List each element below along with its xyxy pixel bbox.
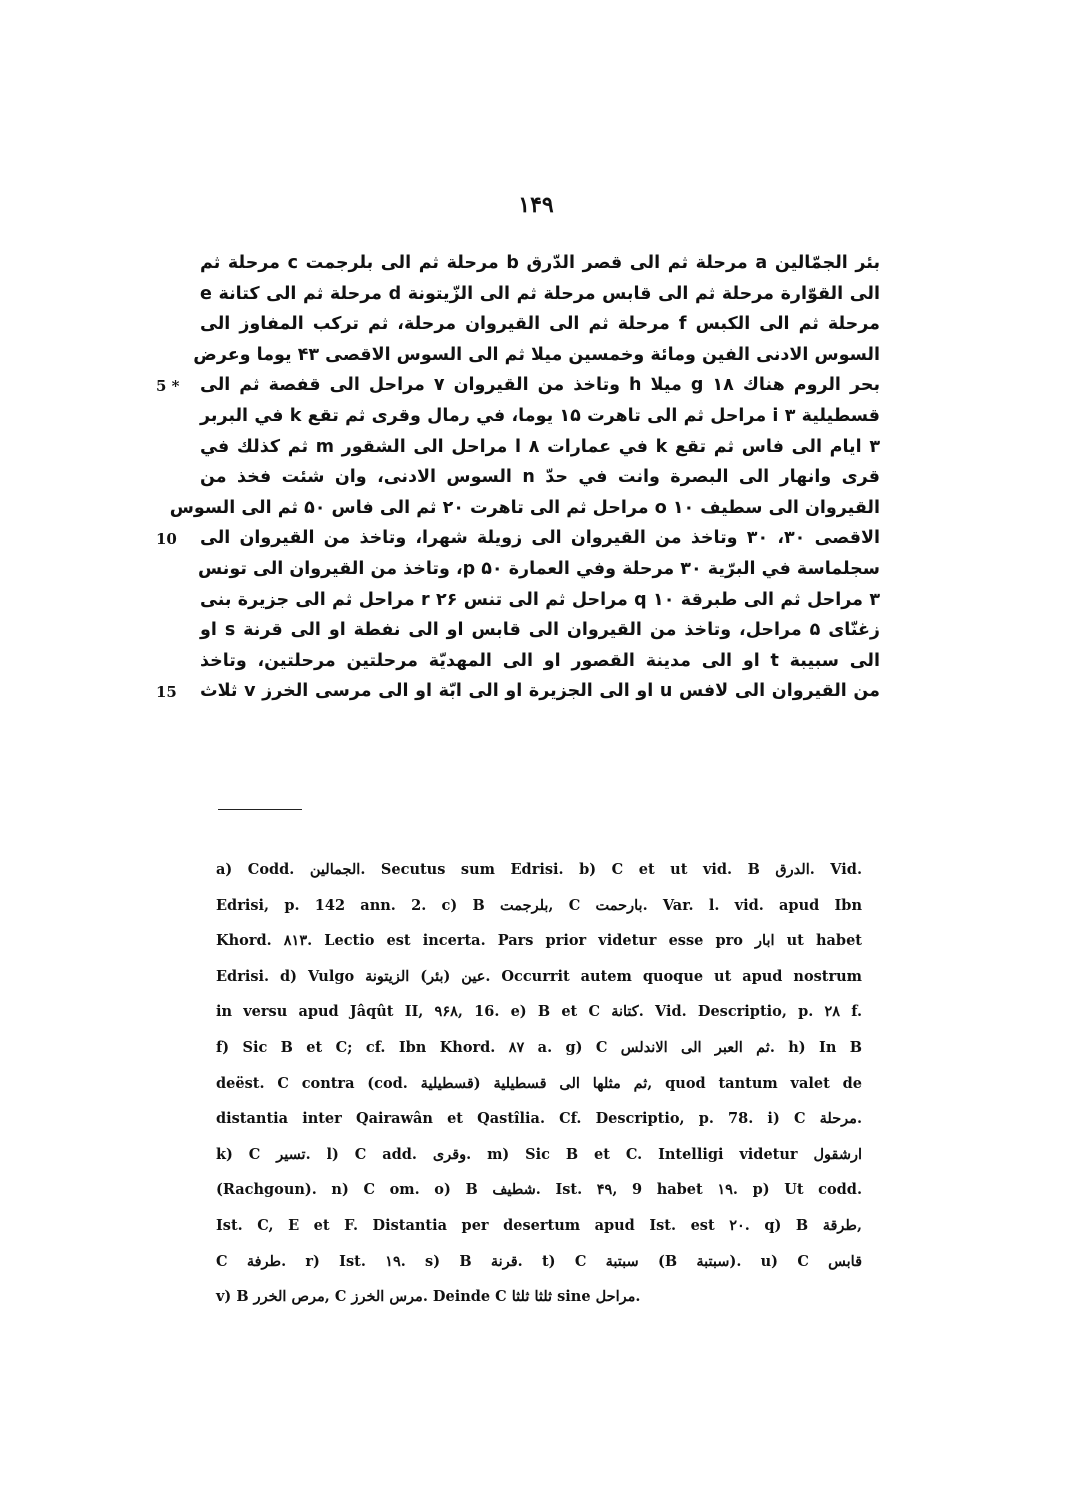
arabic-text-line: زغنّاى ۵ مراحل، وتاخذ من القيروان الى قابس او الى نفطة او الى قرنة s او — [200, 620, 880, 641]
arabic-text-line: السوس الادنى الفين ومائة وخمسين ميلا ثم الى السوس الاقصى ۴۳ يوما وعرض — [193, 344, 880, 365]
arabic-text-line: الى سبيبة t او الى مدينة القصور او الى المهديّة مرحلتين مرحلتين، وتاخذ — [200, 650, 881, 671]
footnote-line: Edrisi. d) Vulgo عين (بئر) الزيتونة. Occurrit autem quoque ut apud nostrum — [216, 967, 863, 985]
footnote-line: a) Codd. الجمالين. Secutus sum Edrisi. b) C et ut vid. B الدرق. Vid. — [216, 861, 862, 878]
footnote-separator-rule — [218, 809, 302, 810]
arabic-text-line: مرحلة ثم الى الكبس f مرحلة ثم الى القيروان مرحلة، ثم تركب المفاوز الى — [200, 314, 880, 335]
footnote-line: f) Sic B et C; cf. Ibn Khord. ۸۷ a. g) C ثم العبر الى الاندلس. h) In B — [216, 1038, 862, 1056]
arabic-text-line: سجلماسة في البرّية ۳۰ مرحلة وفي العمارة ۵۰ p، وتاخذ من القيروان الى تونس — [198, 558, 880, 579]
footnote-line: (Rachgoun). n) C om. o) B شطيف. Ist. ۴۹, 9 habet ۱۹. p) Ut codd. — [216, 1181, 862, 1199]
footnote-line: deëst. C contra (cod. قسطيلية) ثم مثلها الى قسطيلية, quod tantum valet de — [216, 1074, 862, 1092]
arabic-text-line: ۳ ايام الى فاس ثم تقع k في عمارات l ۸ مراحل الى الشقور m ثم كذلك في — [200, 436, 881, 457]
footnote-line: distantia inter Qairawân et Qastîlia. Cf. Descriptio, p. 78. i) C مرحلة. — [216, 1110, 862, 1128]
margin-line-number: 10 — [156, 530, 177, 549]
arabic-text-line: بئر الجمّالين a مرحلة ثم الى قصر الدّرق b مرحلة ثم الى بلرجمت c مرحلة ثم — [200, 253, 881, 273]
footnote-line: v) B مرص الخرر, C مرس الخرز. Deinde C ثلثا ثلثا sine مراحل. — [216, 1288, 641, 1306]
footnote-line: Ist. C, E et F. Distantia per desertum apud Ist. est ۲۰. q) B طرقة, — [216, 1216, 862, 1234]
arabic-text-line: بحر الروم هناك g ۱۸ ميلا h وتاخذ من القيروان ۷ مراحل الى قفصة ثم الى — [200, 375, 881, 396]
arabic-text-line: القيروان الى سطيف o ۱۰ مراحل ثم الى تاهرت ۲۰ ثم الى فاس ۵۰ ثم الى السوس — [169, 497, 880, 518]
footnote-line: k) C تسير. l) C add. وقرى. m) Sic B et C. Intelligi videtur ارشقول — [216, 1145, 862, 1163]
arabic-text-line: الى القوّارة مرحلة ثم الى قابس مرحلة ثم الى الزّيتونة d مرحلة ثم الى كتانة e — [200, 283, 880, 304]
page-number: ۱۴۹ — [518, 192, 554, 218]
footnote-line: Khord. ۸۱۳. Lectio est incerta. Pars prior videtur esse pro ابار ut habet — [216, 932, 862, 950]
arabic-text-line: ۳ مراحل ثم الى طبرقة q ۱۰ مراحل ثم الى تنس ۲۶ r مراحل ثم الى جزيرة بنى — [200, 589, 880, 610]
arabic-text-line: قرى وانهار الى البصرة وانت في حدّ n السوس الادنى، وان شئت فخذ من — [200, 467, 880, 488]
footnote-line: Edrisi, p. 142 ann. 2. c) B بلرجمت, C بارحمت. Var. l. vid. apud Ibn — [216, 896, 862, 914]
margin-line-number: 15 — [156, 683, 177, 702]
arabic-text-line: قسطيلية ۳ i مراحل ثم الى تاهرت ۱۵ يوما، في رمال وقرى ثم تقع k في البربر — [200, 405, 881, 426]
footnote-line: C طرفة. r) Ist. ۱۹. s) B قرنة. t) C سبتبة (B سبتبة). u) C قابس — [216, 1252, 863, 1270]
margin-line-number: 5 * — [156, 377, 180, 396]
footnotes-block — [216, 852, 862, 1315]
arabic-main-text — [169, 248, 881, 707]
arabic-text-line: الاقصى ۳۰، ۳۰ وتاخذ من القيروان الى زويلة شهرا، وتاخذ من القيروان الى — [200, 528, 881, 549]
footnote-line: in versu apud Jâqût II, ۹۶۸, 16. e) B et C كتانة. Vid. Descriptio, p. ۲۸ f. — [216, 1003, 863, 1021]
arabic-text-line: من القيروان الى لافس u او الى الجزيرة او الى ابّة او الى مرسى الخرز v ثلاث — [200, 681, 880, 702]
